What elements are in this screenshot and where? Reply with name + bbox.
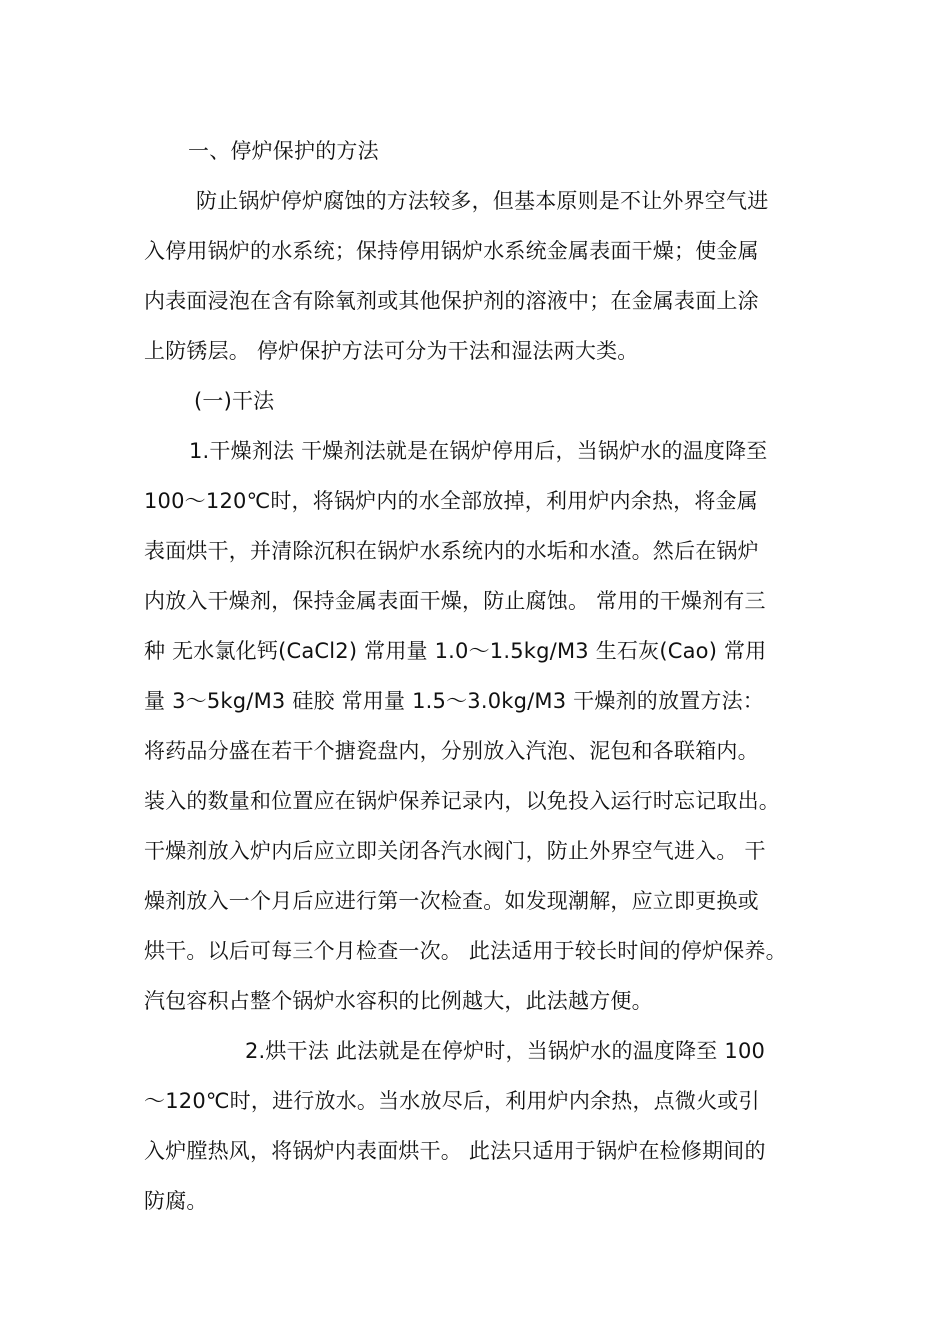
paragraph-line: ～120℃时，进行放水。当水放尽后，利用炉内余热，点微火或引 <box>144 1089 760 1113</box>
paragraph-line: 种 无水氯化钙(CaCl2) 常用量 1.0～1.5kg/M3 生石灰(Cao) 常用 <box>144 639 767 663</box>
paragraph-line: 100～120℃时，将锅炉内的水全部放掉，利用炉内余热，将金属 <box>144 489 758 513</box>
paragraph-line: 入停用锅炉的水系统；保持停用锅炉水系统金属表面干燥；使金属 <box>144 239 759 263</box>
section-heading: 一、停炉保护的方法 <box>188 139 379 163</box>
paragraph-line: 内放入干燥剂，保持金属表面干燥，防止腐蚀。 常用的干燥剂有三 <box>144 589 766 613</box>
paragraph-line: 防腐。 <box>144 1189 208 1213</box>
paragraph-line: 表面烘干，并清除沉积在锅炉水系统内的水垢和水渣。然后在锅炉 <box>144 539 759 563</box>
paragraph-line: 2.烘干法 此法就是在停炉时，当锅炉水的温度降至 100 <box>245 1039 766 1063</box>
paragraph-line: 量 3～5kg/M3 硅胶 常用量 1.5～3.0kg/M3 干燥剂的放置方法： <box>144 689 764 713</box>
paragraph-line: 内表面浸泡在含有除氧剂或其他保护剂的溶液中；在金属表面上涂 <box>144 289 759 313</box>
paragraph-line: 干燥剂放入炉内后应立即关闭各汽水阀门，防止外界空气进入。 干 <box>144 839 766 863</box>
subsection-heading: (一)干法 <box>194 389 275 413</box>
paragraph-line: 1.干燥剂法 干燥剂法就是在锅炉停用后，当锅炉水的温度降至 <box>189 439 768 463</box>
paragraph-line: 燥剂放入一个月后应进行第一次检查。如发现潮解，应立即更换或 <box>144 889 759 913</box>
paragraph-line: 装入的数量和位置应在锅炉保养记录内，以免投入运行时忘记取出。 <box>144 789 780 813</box>
paragraph-line: 防止锅炉停炉腐蚀的方法较多，但基本原则是不让外界空气进 <box>196 189 769 213</box>
paragraph-line: 上防锈层。 停炉保护方法可分为干法和湿法两大类。 <box>144 339 639 363</box>
paragraph-line: 烘干。以后可每三个月检查一次。 此法适用于较长时间的停炉保养。 <box>144 939 787 963</box>
paragraph-line: 汽包容积占整个锅炉水容积的比例越大，此法越方便。 <box>144 989 653 1013</box>
paragraph-line: 将药品分盛在若干个搪瓷盘内，分别放入汽泡、泥包和各联箱内。 <box>144 739 759 763</box>
paragraph-line: 入炉膛热风，将锅炉内表面烘干。 此法只适用于锅炉在检修期间的 <box>144 1139 766 1163</box>
